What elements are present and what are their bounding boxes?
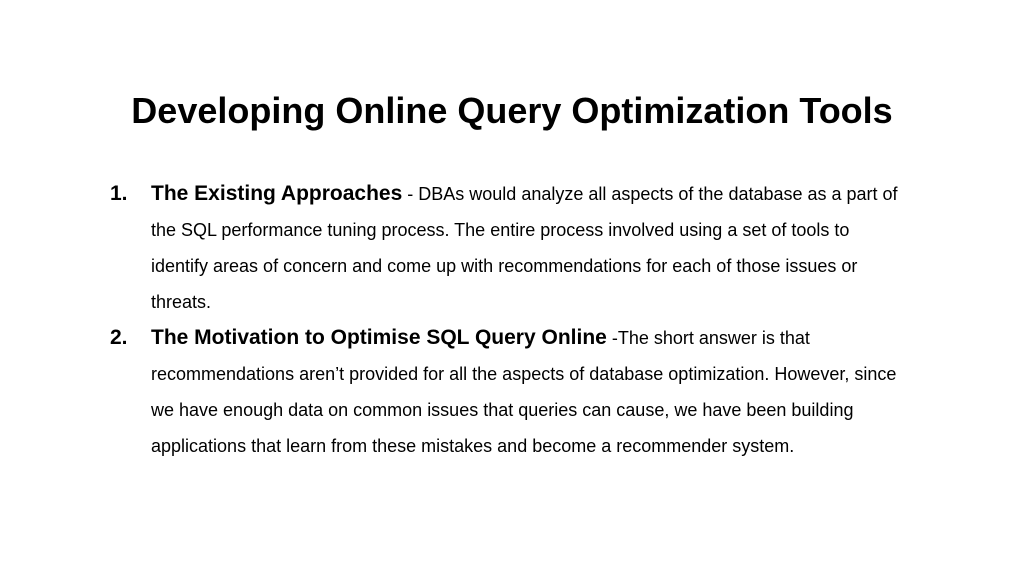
list-item bbox=[110, 176, 910, 320]
list-item-heading: The Motivation to Optimise SQL Query Online bbox=[151, 326, 607, 349]
list-item-number: 2. bbox=[110, 326, 128, 349]
slide-title: Developing Online Query Optimization Tools bbox=[131, 90, 893, 131]
list-item-text: -The short answer is that recommendations aren’t provided for all the aspects of database optimization. However, since we have enough data on common issues that queries can cause, we have been building applications that learn from these mistakes and become a recommender system. bbox=[151, 328, 897, 456]
numbered-list bbox=[110, 176, 910, 464]
list-item-number: 1. bbox=[110, 182, 128, 205]
list-item-text: - DBAs would analyze all aspects of the database as a part of the SQL performance tuning process. The entire process involved using a set of tools to identify areas of concern and come up with recommendations for each of those issues or threats. bbox=[151, 184, 898, 312]
list-item-heading: The Existing Approaches bbox=[151, 182, 403, 205]
list-item bbox=[110, 320, 910, 464]
